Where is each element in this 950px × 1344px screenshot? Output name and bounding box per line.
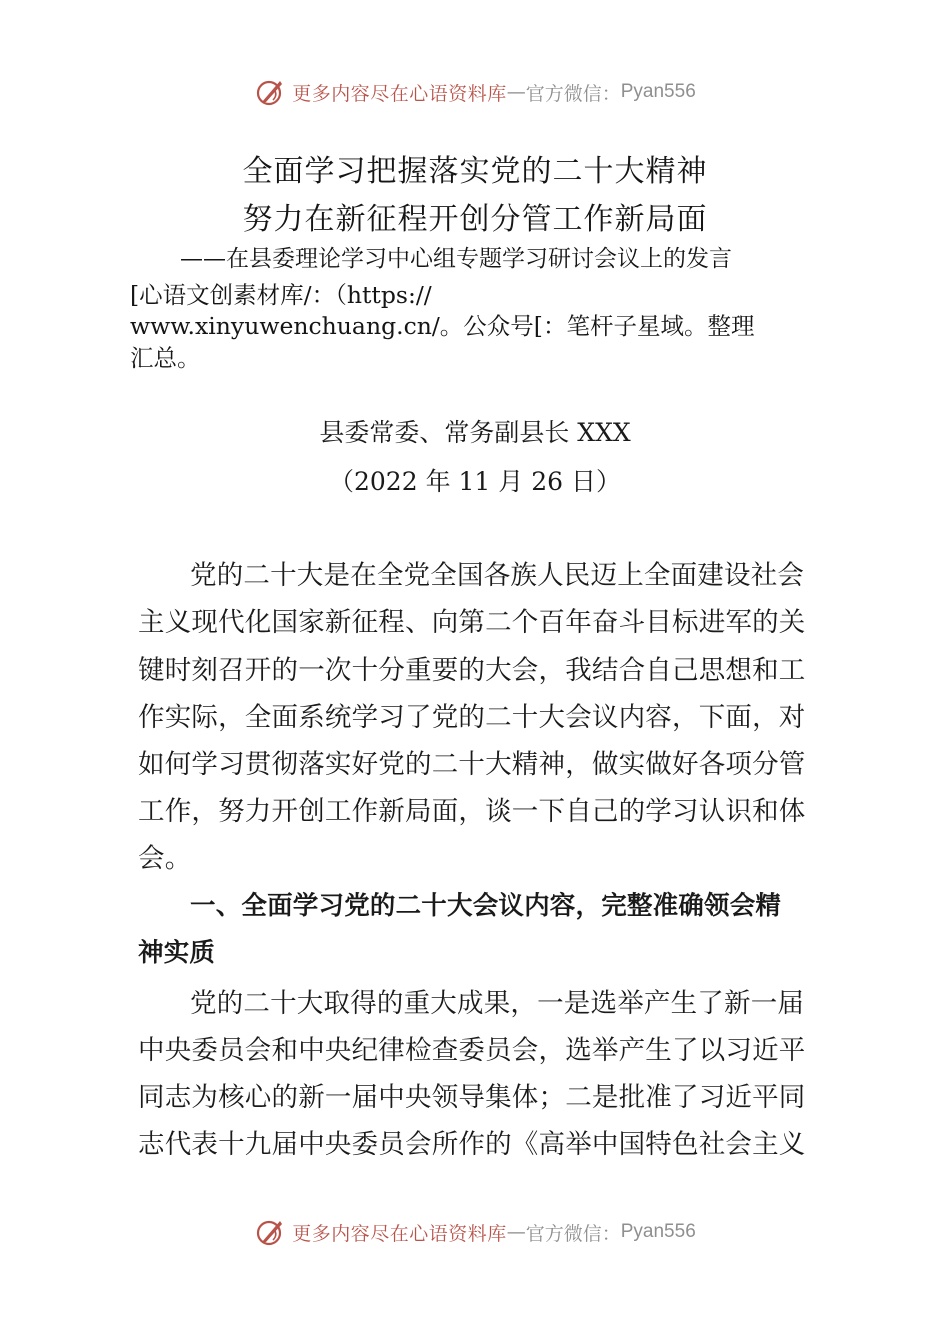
- paragraph-line: 中央委员会和中央纪律检查委员会，选举产生了以习近平: [138, 1035, 806, 1066]
- banner-brand-text: 更多内容尽在心语资料库: [292, 82, 507, 105]
- banner-separator: —: [506, 1221, 526, 1243]
- paragraph-line: 主义现代化国家新征程、向第二个百年奋斗目标进军的关: [138, 607, 806, 638]
- source-note-line1: [心语文创素材库/：（https://: [130, 281, 432, 309]
- paragraph-line: 键时刻召开的一次十分重要的大会，我结合自己思想和工: [138, 655, 806, 686]
- section-heading: 一、全面学习党的二十大会议内容，完整准确领会精: [190, 891, 782, 921]
- document-title-line2: 努力在新征程开创分管工作新局面: [242, 202, 708, 237]
- paragraph-line: 同志为核心的新一届中央领导集体；二是批准了习近平同: [138, 1082, 806, 1113]
- banner-wechat-id: Pyan556: [620, 81, 696, 102]
- document-subtitle: ——在县委理论学习中心组专题学习研讨会议上的发言: [180, 246, 732, 272]
- paragraph-line: 如何学习贯彻落实好党的二十大精神，做实做好各项分管: [138, 749, 806, 780]
- source-note-line3: 汇总。: [130, 344, 201, 372]
- author-line: 县委常委、常务副县长 XXX: [319, 418, 631, 447]
- section-heading: 神实质: [138, 938, 216, 968]
- banner-brand-text: 更多内容尽在心语资料库: [292, 1222, 507, 1245]
- date-line: （2022 年 11 月 26 日）: [329, 467, 621, 496]
- paragraph-line: 会。: [138, 843, 192, 874]
- paragraph-line: 党的二十大取得的重大成果，一是选举产生了新一届: [190, 988, 805, 1019]
- document-title-line1: 全面学习把握落实党的二十大精神: [242, 154, 708, 189]
- paragraph-line: 志代表十九届中央委员会所作的《高举中国特色社会主义: [138, 1129, 806, 1160]
- source-note-line2: www.xinyuwenchuang.cn/。公众号[：笔杆子星域。整理: [130, 312, 755, 340]
- banner-separator: —: [506, 81, 526, 103]
- header-banner: [0, 70, 950, 114]
- footer-banner: [0, 1210, 950, 1254]
- paragraph-line: 作实际，全面系统学习了党的二十大会议内容，下面，对: [138, 702, 806, 733]
- quill-logo-icon: [254, 1215, 288, 1249]
- banner-wechat-id: Pyan556: [620, 1221, 696, 1242]
- banner-wechat-label: 官方微信：: [525, 1222, 621, 1245]
- quill-logo-icon: [254, 75, 288, 109]
- banner-wechat-label: 官方微信：: [525, 82, 621, 105]
- paragraph-line: 党的二十大是在全党全国各族人民迈上全面建设社会: [190, 560, 805, 591]
- paragraph-line: 工作，努力开创工作新局面，谈一下自己的学习认识和体: [138, 796, 806, 827]
